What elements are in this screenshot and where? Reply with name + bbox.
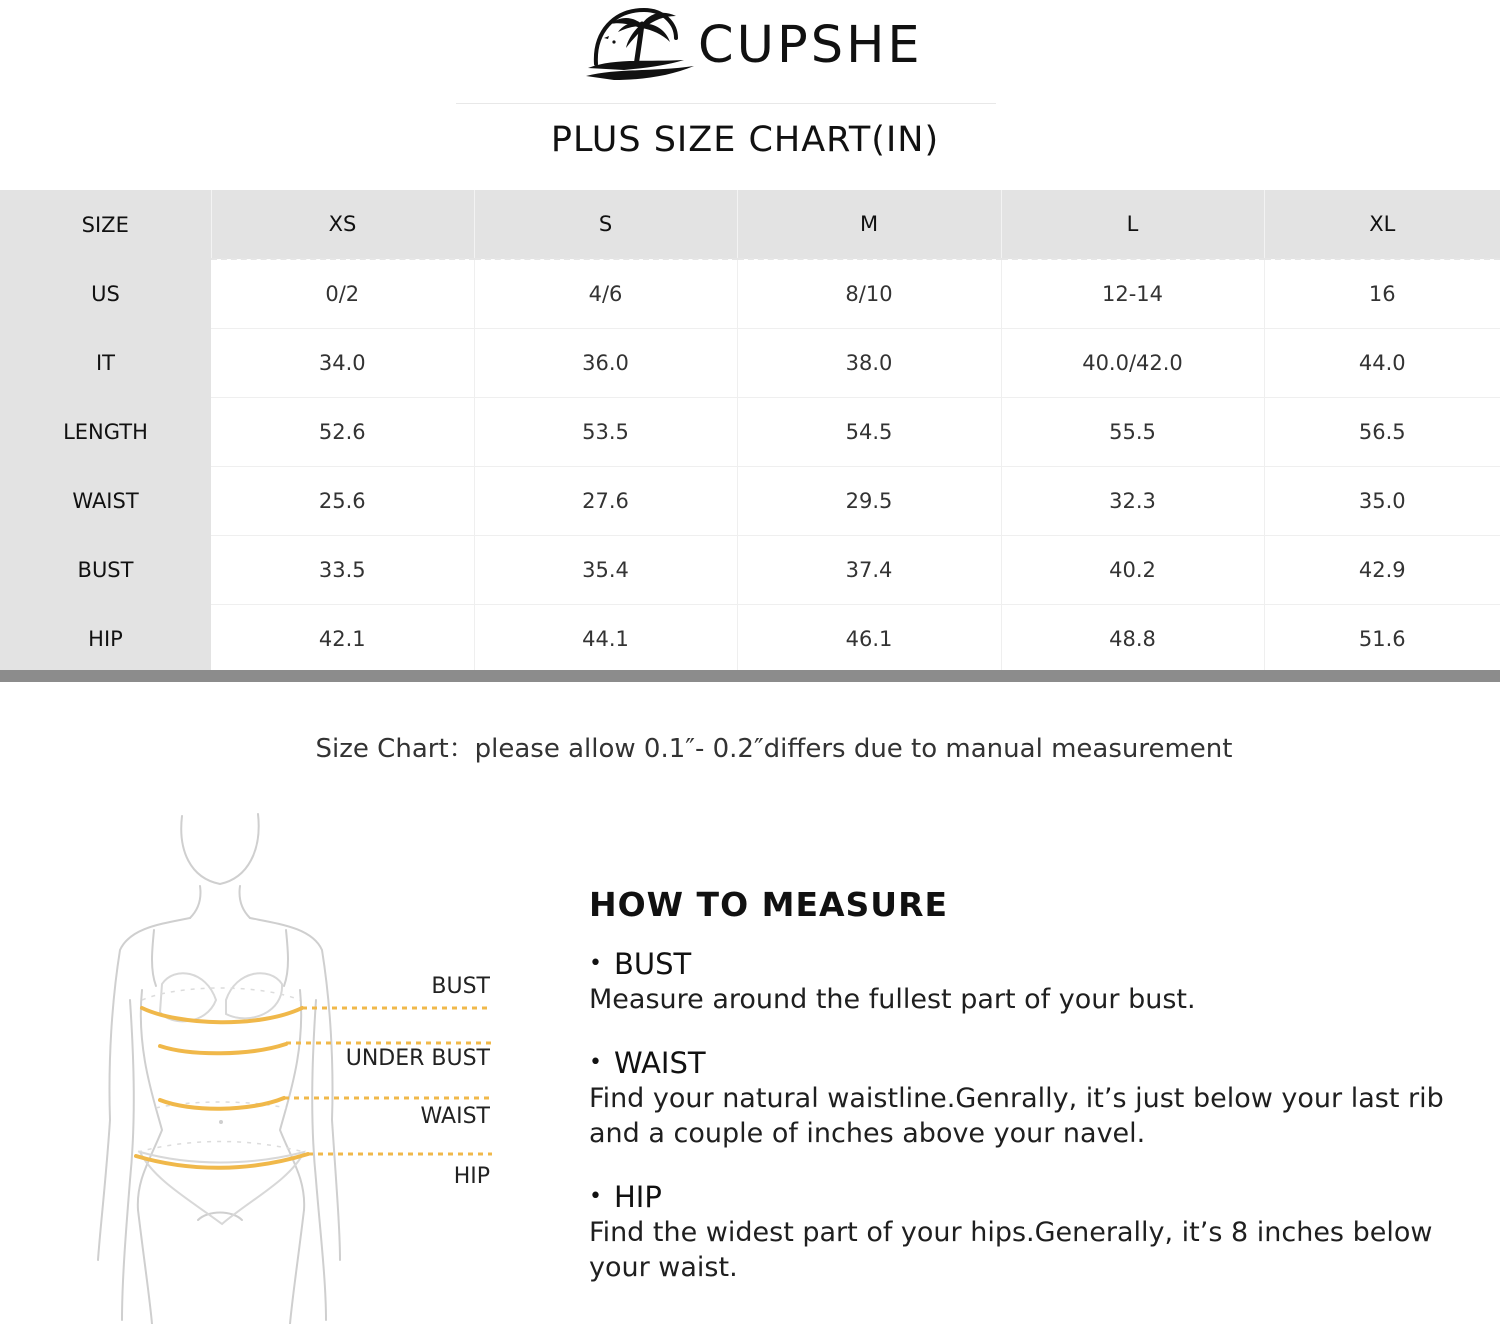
list-item	[589, 948, 1469, 1017]
table-cell: 42.9	[1264, 536, 1500, 605]
measurement-note: Size Chart：please allow 0.1″- 0.2″differs due to manual measurement	[315, 734, 1233, 764]
table-row	[0, 329, 1500, 398]
brand-header	[584, 2, 924, 84]
table-row	[0, 259, 1500, 329]
figure-label-waist: WAIST	[420, 1104, 490, 1129]
measure-heading-waist	[589, 1047, 1469, 1079]
table-cell: 38.0	[737, 329, 1001, 398]
table-cell: 40.2	[1001, 536, 1264, 605]
table-cell: 56.5	[1264, 398, 1500, 467]
bullet-icon: •	[589, 951, 602, 976]
list-item	[589, 1181, 1469, 1285]
table-row	[0, 536, 1500, 605]
table-cell: 40.0/42.0	[1001, 329, 1264, 398]
table-bottom-bar	[0, 670, 1500, 682]
measure-heading-text: BUST	[613, 947, 692, 981]
how-to-measure-title: HOW TO MEASURE	[589, 885, 949, 924]
table-cell: 37.4	[737, 536, 1001, 605]
size-chart-table	[0, 190, 1500, 674]
header-cell-size: SIZE	[0, 190, 211, 259]
table-cell: 44.1	[474, 605, 737, 674]
table-cell: 33.5	[211, 536, 474, 605]
measure-heading-text: WAIST	[613, 1046, 706, 1080]
table-cell: 46.1	[737, 605, 1001, 674]
table-cell: 48.8	[1001, 605, 1264, 674]
figure-label-under-bust: UNDER BUST	[345, 1046, 490, 1071]
header-divider	[456, 103, 996, 104]
bullet-icon: •	[589, 1184, 602, 1209]
table-cell: 12-14	[1001, 259, 1264, 329]
list-item	[589, 1047, 1469, 1151]
row-label-it: IT	[0, 329, 211, 398]
table-cell: 16	[1264, 259, 1500, 329]
measure-description-waist: Find your natural waistline.Genrally, it’s just below your last rib and a couple of inches above your navel.	[589, 1083, 1444, 1149]
figure-label-bust: BUST	[431, 974, 490, 999]
row-label-bust: BUST	[0, 536, 211, 605]
measure-heading-text: HIP	[613, 1180, 662, 1214]
table-cell: 29.5	[737, 467, 1001, 536]
body-measurement-illustration	[90, 800, 510, 1324]
table-cell: 44.0	[1264, 329, 1500, 398]
table-cell: 42.1	[211, 605, 474, 674]
table-header-row	[0, 190, 1500, 259]
header-cell-xl: XL	[1264, 190, 1500, 259]
measure-description-bust: Measure around the fullest part of your bust.	[589, 984, 1196, 1015]
row-label-waist: WAIST	[0, 467, 211, 536]
table-cell: 8/10	[737, 259, 1001, 329]
table-cell: 53.5	[474, 398, 737, 467]
table-cell: 52.6	[211, 398, 474, 467]
table-cell: 55.5	[1001, 398, 1264, 467]
how-to-measure-section	[589, 880, 1469, 1285]
table-row	[0, 605, 1500, 674]
table-cell: 27.6	[474, 467, 737, 536]
brand-name: CUPSHE	[698, 15, 923, 75]
table-cell: 25.6	[211, 467, 474, 536]
palm-tree-wave-logo-icon	[584, 2, 696, 84]
table-cell: 4/6	[474, 259, 737, 329]
table-cell: 35.0	[1264, 467, 1500, 536]
table-cell: 0/2	[211, 259, 474, 329]
page-title: PLUS SIZE CHART(IN)	[550, 120, 940, 160]
row-label-length: LENGTH	[0, 398, 211, 467]
table-cell: 34.0	[211, 329, 474, 398]
table-row	[0, 398, 1500, 467]
bullet-icon: •	[589, 1050, 602, 1075]
table-row	[0, 467, 1500, 536]
header-cell-m: M	[737, 190, 1001, 259]
table-cell: 51.6	[1264, 605, 1500, 674]
header-cell-xs: XS	[211, 190, 474, 259]
measure-description-hip: Find the widest part of your hips.Generally, it’s 8 inches below your waist.	[589, 1217, 1433, 1283]
table-cell: 35.4	[474, 536, 737, 605]
table-cell: 32.3	[1001, 467, 1264, 536]
figure-label-hip: HIP	[453, 1164, 490, 1189]
measure-heading-bust	[589, 948, 1469, 980]
measure-heading-hip	[589, 1181, 1469, 1213]
row-label-hip: HIP	[0, 605, 211, 674]
row-label-us: US	[0, 259, 211, 329]
table-cell: 36.0	[474, 329, 737, 398]
header-cell-l: L	[1001, 190, 1264, 259]
header-cell-s: S	[474, 190, 737, 259]
table-cell: 54.5	[737, 398, 1001, 467]
